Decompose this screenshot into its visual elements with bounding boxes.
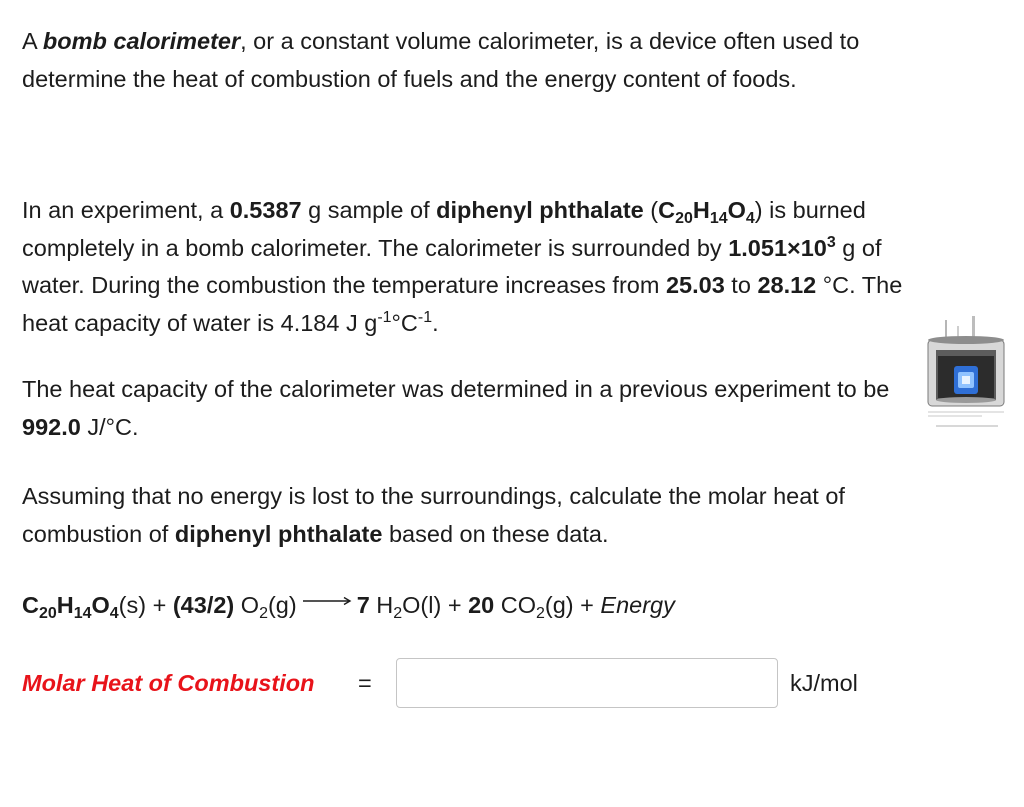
unit-label: kJ/mol (790, 670, 858, 696)
compound-formula (658, 197, 755, 227)
compound-name: diphenyl phthalate (436, 197, 644, 223)
formula-subscript: 20 (675, 209, 693, 227)
answer-label: Molar Heat of Combustion (22, 670, 315, 696)
formula-element: H (692, 197, 710, 223)
question-paragraph (22, 478, 922, 553)
formula-subscript: 20 (38, 604, 57, 622)
equation-text: (s) + (118, 592, 173, 618)
calorimeter-paragraph (22, 371, 922, 446)
unit-exponent: -1 (417, 308, 433, 326)
co2-coefficient: 20 (468, 592, 495, 618)
sample-mass: 0.5387 (229, 197, 302, 223)
formula-subscript: 4 (745, 209, 755, 227)
formula-subscript: 2 (259, 604, 268, 622)
formula-element: C (658, 197, 676, 223)
equation-text: O (234, 592, 260, 618)
initial-temperature: 25.03 (665, 272, 725, 298)
unit-exponent: -1 (377, 308, 392, 326)
question-text: Assuming that no energy is lost to the surroundings, calculate the molar heat of combustion of (22, 483, 845, 547)
bomb-calorimeter-term: bomb calorimeter (42, 28, 241, 54)
energy-term: Energy (600, 592, 675, 618)
intro-paragraph (22, 23, 922, 98)
calorimeter-heat-capacity: 992.0 (22, 413, 81, 440)
calorimeter-text: The heat capacity of the calorimeter was determined in a previous experiment to be (22, 376, 890, 402)
combustion-equation (22, 587, 922, 625)
final-temperature: 28.12 (757, 272, 817, 298)
equation-text: (g) (267, 592, 297, 618)
water-mass (728, 235, 836, 261)
formula-subscript: 14 (73, 604, 92, 622)
question-text: based on these data. (382, 520, 609, 547)
equation-text: CO (494, 592, 537, 618)
formula-subscript: 2 (393, 604, 403, 622)
experiment-text: ( (643, 197, 659, 223)
intro-text: , or a constant volume calorimeter, is a device often used to determine the heat of combustion of fuels and the energy content of foods. (22, 28, 860, 92)
experiment-text: g sample of (301, 197, 437, 223)
formula-subscript: 4 (109, 604, 119, 622)
compound-name: diphenyl phthalate (174, 520, 383, 547)
formula-element: O (727, 197, 746, 223)
intro-text: A (22, 28, 43, 54)
water-mass-exponent: 3 (826, 233, 836, 251)
formula-subscript: 2 (536, 604, 545, 622)
formula-element: O (91, 592, 110, 618)
experiment-text: . (432, 309, 439, 336)
formula-element: H (56, 592, 74, 618)
experiment-text: °C (391, 309, 418, 336)
equation-text: (g) + (544, 592, 601, 618)
equation-formula (22, 592, 119, 622)
calorimeter-text: J/°C. (80, 413, 139, 440)
equals-sign: = (358, 670, 372, 696)
calorimeter-image (922, 312, 1010, 434)
experiment-text: In an experiment, a (22, 197, 230, 223)
reaction-arrow-icon (303, 596, 353, 606)
molar-heat-input[interactable] (396, 658, 778, 708)
formula-element: C (22, 592, 39, 618)
bomb-calorimeter-diagram (922, 312, 1010, 434)
water-coefficient: 7 (356, 592, 370, 618)
formula-subscript: 14 (709, 209, 728, 227)
oxygen-coefficient: (43/2) (172, 592, 235, 618)
experiment-text: ) is burned completely in a bomb calorimeter. The calorimeter is surrounded by (22, 197, 866, 261)
experiment-text: °C. The heat capacity of water is 4.184 J g (22, 272, 903, 336)
equation-text: H (369, 592, 394, 618)
answer-row (22, 658, 922, 710)
water-mass-mantissa: 1.051×10 (728, 234, 827, 261)
experiment-paragraph (22, 192, 912, 342)
experiment-text: g of water. During the combustion the temperature increases from (22, 234, 882, 298)
experiment-text: to (724, 272, 758, 298)
equation-text: O(l) + (402, 592, 469, 618)
